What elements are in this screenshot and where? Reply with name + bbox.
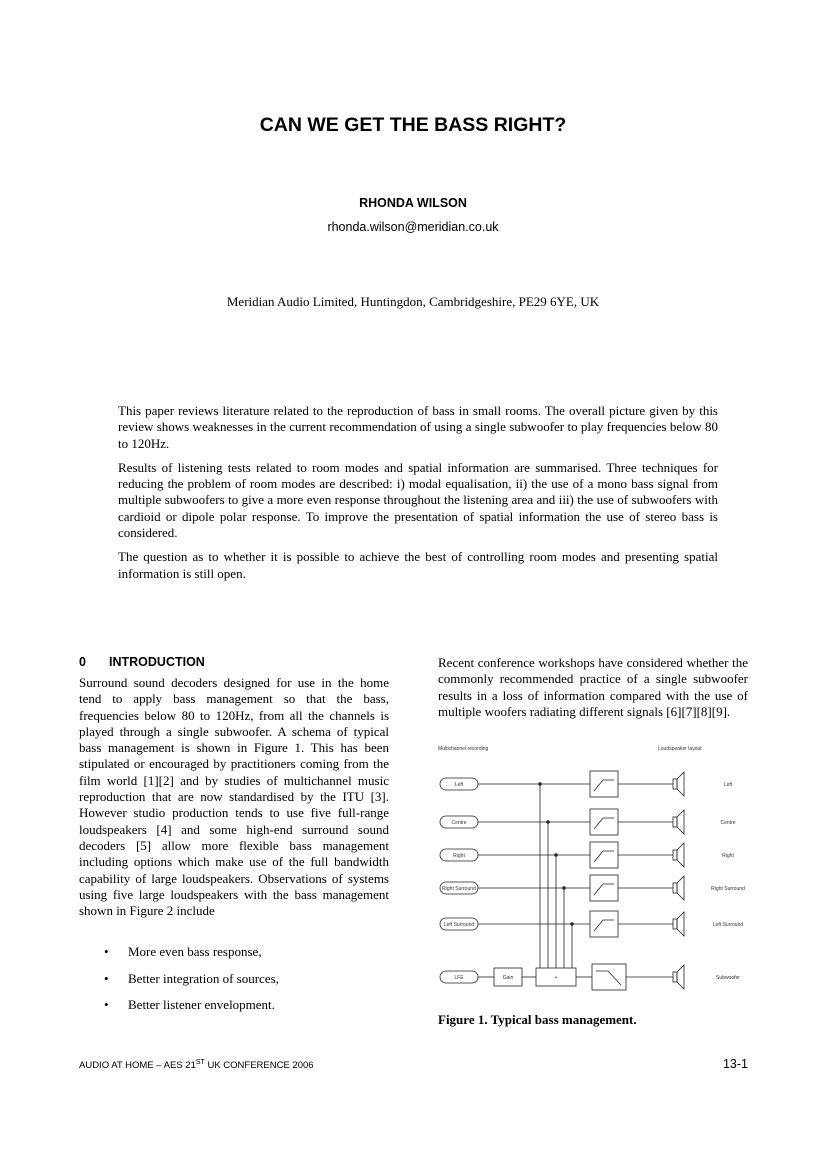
list-item-text: Better listener envelopment. bbox=[128, 997, 275, 1012]
page-number: 13-1 bbox=[722, 1057, 748, 1071]
bullet-list bbox=[104, 944, 279, 1024]
output-label: Subwoofer bbox=[716, 975, 740, 981]
author-name: RHONDA WILSON bbox=[359, 196, 467, 210]
bullet-icon: • bbox=[104, 997, 109, 1012]
figure-header-left: Multichannel recording bbox=[438, 746, 489, 752]
abstract-paragraph: This paper reviews literature related to the reproduction of bass in small rooms. The overall picture given by this review shows weaknesses in the current recommendation of using a single subwoofer to play frequencies below 80 to 120Hz. bbox=[118, 403, 718, 451]
author-email: rhonda.wilson@meridian.co.uk bbox=[327, 220, 499, 234]
speaker-icon bbox=[673, 817, 677, 827]
abstract bbox=[118, 403, 718, 590]
list-item-text: More even bass response, bbox=[128, 944, 262, 959]
speaker-icon bbox=[677, 810, 684, 834]
paper-title: CAN WE GET THE BASS RIGHT? bbox=[259, 114, 567, 136]
footer-sup: ST bbox=[195, 1059, 205, 1066]
lowpass-icon bbox=[596, 971, 621, 985]
sum-label: + bbox=[554, 975, 558, 981]
bullet-icon: • bbox=[104, 970, 109, 986]
input-label: Right Surround bbox=[442, 886, 476, 892]
speaker-icon bbox=[677, 876, 684, 900]
right-column-paragraph: Recent conference workshops have considered whether the commonly recommended practice of a single subwoofer results in a loss of information compared with the use of multiple woofers radiating different signals [6][7][8][9]. bbox=[438, 655, 748, 719]
list-item bbox=[104, 997, 279, 1024]
abstract-paragraph: The question as to whether it is possible to achieve the best of controlling room modes and presenting spatial information is still open. bbox=[118, 549, 718, 581]
gain-label: Gain bbox=[502, 975, 514, 981]
hpf-block bbox=[590, 911, 618, 937]
hpf-block bbox=[590, 842, 618, 868]
bass-management-diagram bbox=[432, 742, 752, 998]
figure-caption: Figure 1. Typical bass management. bbox=[438, 1012, 637, 1027]
speaker-icon bbox=[673, 779, 677, 789]
abstract-paragraph: Results of listening tests related to room modes and spatial information are summarised. Three techniques for reducing the problem of room modes are described: i) modal equalisation, ii) the use of a mono bass signal from multiple subwoofers to give a more even response throughout the listening area and iii) the use of subwoofers with cardioid or dipole polar response. To improve the presentation of spatial information the use of stereo bass is considered. bbox=[118, 459, 718, 541]
input-label: Left bbox=[454, 782, 464, 788]
list-item bbox=[104, 944, 279, 971]
bullet-icon: • bbox=[104, 944, 109, 959]
footer-suffix: UK CONFERENCE 2006 bbox=[204, 1060, 314, 1072]
speaker-icon bbox=[673, 883, 677, 893]
input-label: Left Surround bbox=[443, 922, 475, 928]
section-number: 0 bbox=[79, 655, 86, 669]
output-label: Centre bbox=[720, 820, 736, 826]
speaker-icon bbox=[673, 919, 677, 929]
list-item-text: Better integration of sources, bbox=[128, 970, 279, 986]
lpf-block bbox=[592, 964, 626, 990]
footer-conference bbox=[79, 1059, 314, 1071]
list-item bbox=[104, 971, 279, 998]
footer-prefix: AUDIO AT HOME – AES 21 bbox=[79, 1060, 196, 1072]
input-label: Centre bbox=[451, 820, 467, 826]
speaker-icon bbox=[677, 912, 684, 936]
section-heading bbox=[79, 655, 205, 669]
input-label: Right bbox=[453, 853, 465, 859]
intro-paragraph: Surround sound decoders designed for use in the home tend to apply bass management so that the bass, frequencies below 80 to 120Hz, from all the channels is played through a single subwoofer. A schema of typical bass management is shown in Figure 1. This has been stipulated or encouraged by practitioners coming from the film world [1][2] and by studies of multichannel music reproduction that are now standardised by the ITU [3]. However studio production tends to use five full-range loudspeakers [4] and some high-end surround sound decoders [5] allow more flexible bass management including options which make use of the full bandwidth capability of large loudspeakers. Observations of systems using five large loudspeakers with the bass management shown in Figure 2 include bbox=[79, 675, 389, 919]
figure-header-right: Loudspeaker layout bbox=[658, 746, 702, 752]
output-label: Left Surround bbox=[712, 922, 744, 928]
speaker-icon bbox=[673, 850, 677, 860]
speaker-icon bbox=[677, 843, 684, 867]
speaker-icon bbox=[673, 972, 677, 982]
output-label: Left bbox=[723, 782, 733, 788]
speaker-icon bbox=[677, 772, 684, 796]
affiliation: Meridian Audio Limited, Huntingdon, Cambridgeshire, PE29 6YE, UK bbox=[226, 294, 600, 309]
output-label: Right bbox=[722, 853, 734, 859]
hpf-block bbox=[590, 875, 618, 901]
hpf-block bbox=[590, 771, 618, 797]
speaker-icon bbox=[677, 965, 684, 989]
hpf-block bbox=[590, 809, 618, 835]
input-label: LFE bbox=[454, 975, 464, 981]
output-label: Right Surround bbox=[711, 886, 745, 892]
section-title: INTRODUCTION bbox=[109, 655, 205, 669]
